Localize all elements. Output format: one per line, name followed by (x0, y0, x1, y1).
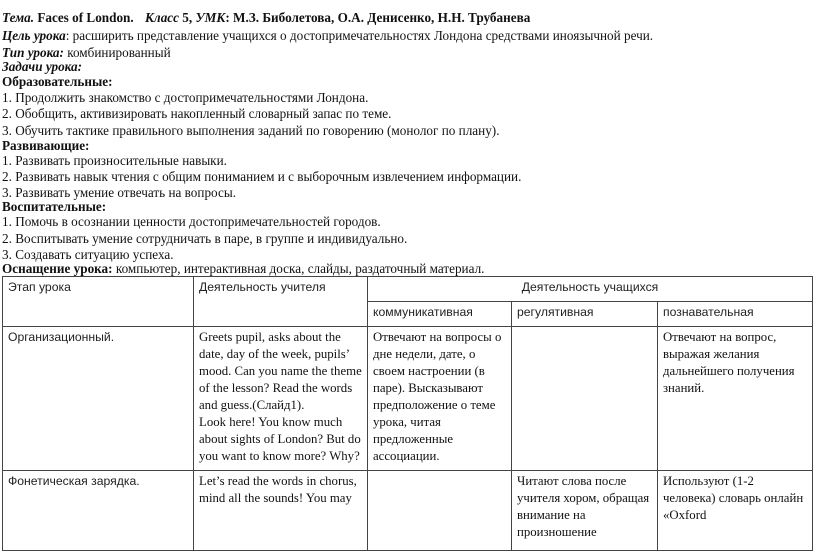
table-row (3, 471, 813, 551)
upbringing-item: 1. Помочь в осознании ценности достопримечательностей городов. (2, 214, 381, 229)
goal-text: : расширить представление учащихся о достопримечательностях Лондона средствами иноязычной речи. (65, 28, 654, 43)
class-value: 5, (182, 10, 193, 25)
teacher-text: Look here! You know much about sights of London? But do you want to know more? Why? (199, 415, 361, 463)
topic-value: Faces of London. (37, 10, 134, 25)
stage-cell: Фонетическая зарядка. (3, 471, 194, 551)
type-label: Тип урока: (2, 45, 64, 60)
header-cognitive: познавательная (658, 302, 813, 327)
cognitive-cell: Отвечают на вопрос, выражая желания дальнейшего получения знаний. (658, 327, 813, 471)
table-header-row (3, 277, 813, 302)
communicative-cell: Отвечают на вопросы о дне недели, дате, о своем настроении (в паре). Высказывают предположение о теме урока, читая предложенные ассоциации. (368, 327, 512, 471)
developing-item: 1. Развивать произносительные навыки. (2, 153, 227, 168)
goal-line (2, 28, 653, 44)
upbringing-item: 2. Воспитывать умение сотрудничать в паре, в группе и индивидуально. (2, 231, 408, 246)
header-teacher: Деятельность учителя (194, 277, 368, 327)
goal-label: Цель урока (2, 28, 66, 43)
upbringing-title: Воспитательные: (2, 199, 107, 214)
communicative-cell (368, 471, 512, 551)
educational-title: Образовательные: (2, 74, 113, 89)
cognitive-cell: Используют (1-2 человека) словарь онлайн «Oxford (658, 471, 813, 551)
topic-line (2, 10, 530, 26)
upbringing-item: 3. Создавать ситуацию успеха. (2, 247, 174, 262)
regulatory-cell: Читают слова после учителя хором, обращая внимание на произношение (512, 471, 658, 551)
header-students: Деятельность учащихся (368, 277, 813, 302)
equipment-line (2, 261, 484, 277)
header-stage: Этап урока (3, 277, 194, 327)
developing-item: 3. Развивать умение отвечать на вопросы. (2, 185, 236, 200)
educational-item: 1. Продолжить знакомство с достопримечательностями Лондона. (2, 90, 369, 105)
header-communicative: коммуникативная (368, 302, 512, 327)
educational-item: 2. Обобщить, активизировать накопленный словарный запас по теме. (2, 106, 392, 121)
equipment-text: компьютер, интерактивная доска, слайды, раздаточный материал. (112, 261, 485, 276)
type-text: комбинированный (63, 45, 171, 60)
class-label: Класс (144, 10, 179, 25)
teacher-cell: Let’s read the words in chorus, mind all the sounds! You may (194, 471, 368, 551)
umk-value: : М.З. Биболетова, О.А. Денисенко, Н.Н. Трубанева (225, 10, 531, 25)
tasks-label: Задачи урока: (2, 59, 83, 74)
developing-item: 2. Развивать навык чтения с общим пониманием и с выборочным извлечением информации. (2, 169, 522, 184)
table-row (3, 327, 813, 471)
equipment-label: Оснащение урока: (2, 261, 113, 276)
lesson-plan-table (2, 276, 813, 551)
regulatory-cell (512, 327, 658, 471)
topic-label: Тема. (2, 10, 35, 25)
teacher-cell (194, 327, 368, 471)
umk-label: УМК (195, 10, 226, 25)
developing-title: Развивающие: (2, 138, 90, 153)
header-regulatory: регулятивная (512, 302, 658, 327)
stage-cell: Организационный. (3, 327, 194, 471)
educational-item: 3. Обучить тактике правильного выполнения заданий по говорению (монолог по плану). (2, 123, 500, 138)
teacher-text: Greets pupil, asks about the date, day of the week, pupils’ mood. Can you name the theme of the lesson? Read the words and guess.(Слайд1). (199, 330, 362, 412)
